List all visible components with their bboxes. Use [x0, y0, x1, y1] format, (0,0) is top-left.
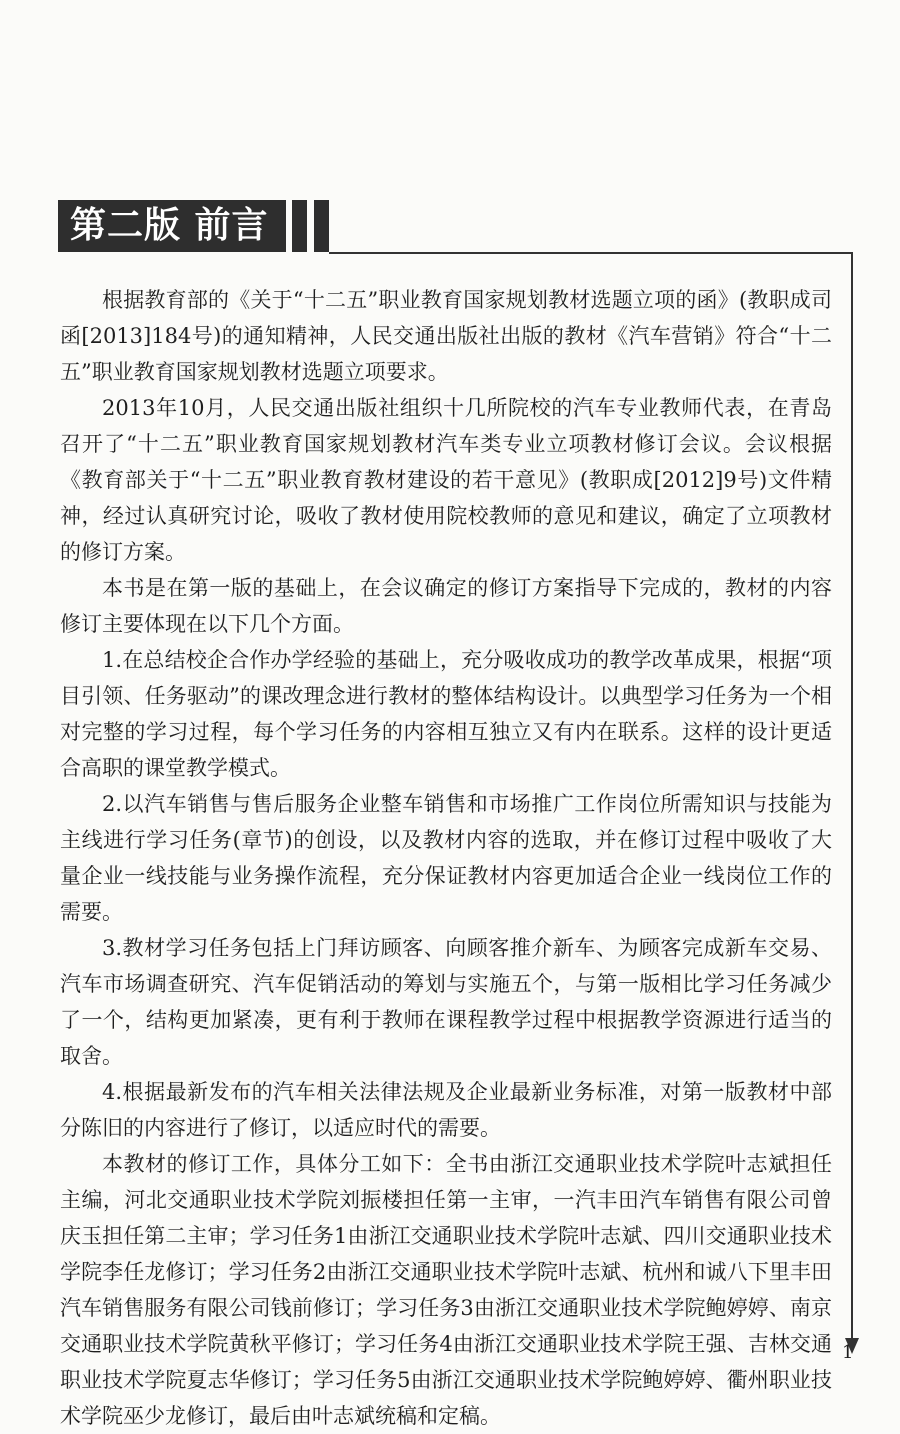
title-decoration-bar [314, 200, 329, 252]
paragraph: 4.根据最新发布的汽车相关法律法规及企业最新业务标准，对第一版教材中部分陈旧的内容进行了修订，以适应时代的需要。 [60, 1080, 832, 1140]
paragraph: 1.在总结校企合作办学经验的基础上，充分吸收成功的教学改革成果，根据“项目引领、任务驱动”的课改理念进行教材的整体结构设计。以典型学习任务为一个相对完整的学习过程，每个学习任务的内容相互独立又有内在联系。这样的设计更适合高职的课堂教学模式。 [60, 648, 832, 780]
preface-body [60, 282, 832, 1434]
paragraph: 本书是在第一版的基础上，在会议确定的修订方案指导下完成的，教材的内容修订主要体现在以下几个方面。 [60, 576, 832, 636]
paragraph: 3.教材学习任务包括上门拜访顾客、向顾客推介新车、为顾客完成新车交易、汽车市场调查研究、汽车促销活动的筹划与实施五个，与第一版相比学习任务减少了一个，结构更加紧凑，更有利于教师在课程教学过程中根据教学资源进行适当的取舍。 [60, 936, 832, 1068]
paragraph: 根据教育部的《关于“十二五”职业教育国家规划教材选题立项的函》(教职成司函[2013]184号)的通知精神，人民交通出版社出版的教材《汽车营销》符合“十二五”职业教育国家规划教材选题立项要求。 [60, 288, 832, 384]
header-rule [329, 252, 852, 254]
paragraph: 2013年10月，人民交通出版社组织十几所院校的汽车专业教师代表，在青岛召开了“十二五”职业教育国家规划教材汽车类专业立项教材修订会议。会议根据《教育部关于“十二五”职业教育教材建设的若干意见》(教职成[2012]9号)文件精神，经过认真研究讨论，吸收了教材使用院校教师的意见和建议，确定了立项教材的修订方案。 [60, 396, 832, 564]
paragraph: 本教材的修订工作，具体分工如下：全书由浙江交通职业技术学院叶志斌担任主编，河北交通职业技术学院刘振楼担任第一主审，一汽丰田汽车销售有限公司曾庆玉担任第二主审；学习任务1由浙江交通职业技术学院叶志斌、四川交通职业技术学院李任龙修订；学习任务2由浙江交通职业技术学院叶志斌、杭州和诚八下里丰田汽车销售服务有限公司钱前修订；学习任务3由浙江交通职业技术学院鲍婷婷、南京交通职业技术学院黄秋平修订；学习任务4由浙江交通职业技术学院王强、吉林交通职业技术学院夏志华修订；学习任务5由浙江交通职业技术学院鲍婷婷、衢州职业技术学院巫少龙修订，最后由叶志斌统稿和定稿。 [60, 1152, 832, 1428]
page-number: 1 [842, 1342, 854, 1363]
chapter-title: 第二版 前言 [58, 200, 286, 252]
side-rule [851, 252, 853, 1342]
paragraph: 2.以汽车销售与售后服务企业整车销售和市场推广工作岗位所需知识与技能为主线进行学习任务(章节)的创设，以及教材内容的选取，并在修订过程中吸收了大量企业一线技能与业务操作流程，充分保证教材内容更加适合企业一线岗位工作的需要。 [60, 792, 832, 924]
title-decoration-bar [292, 200, 307, 252]
